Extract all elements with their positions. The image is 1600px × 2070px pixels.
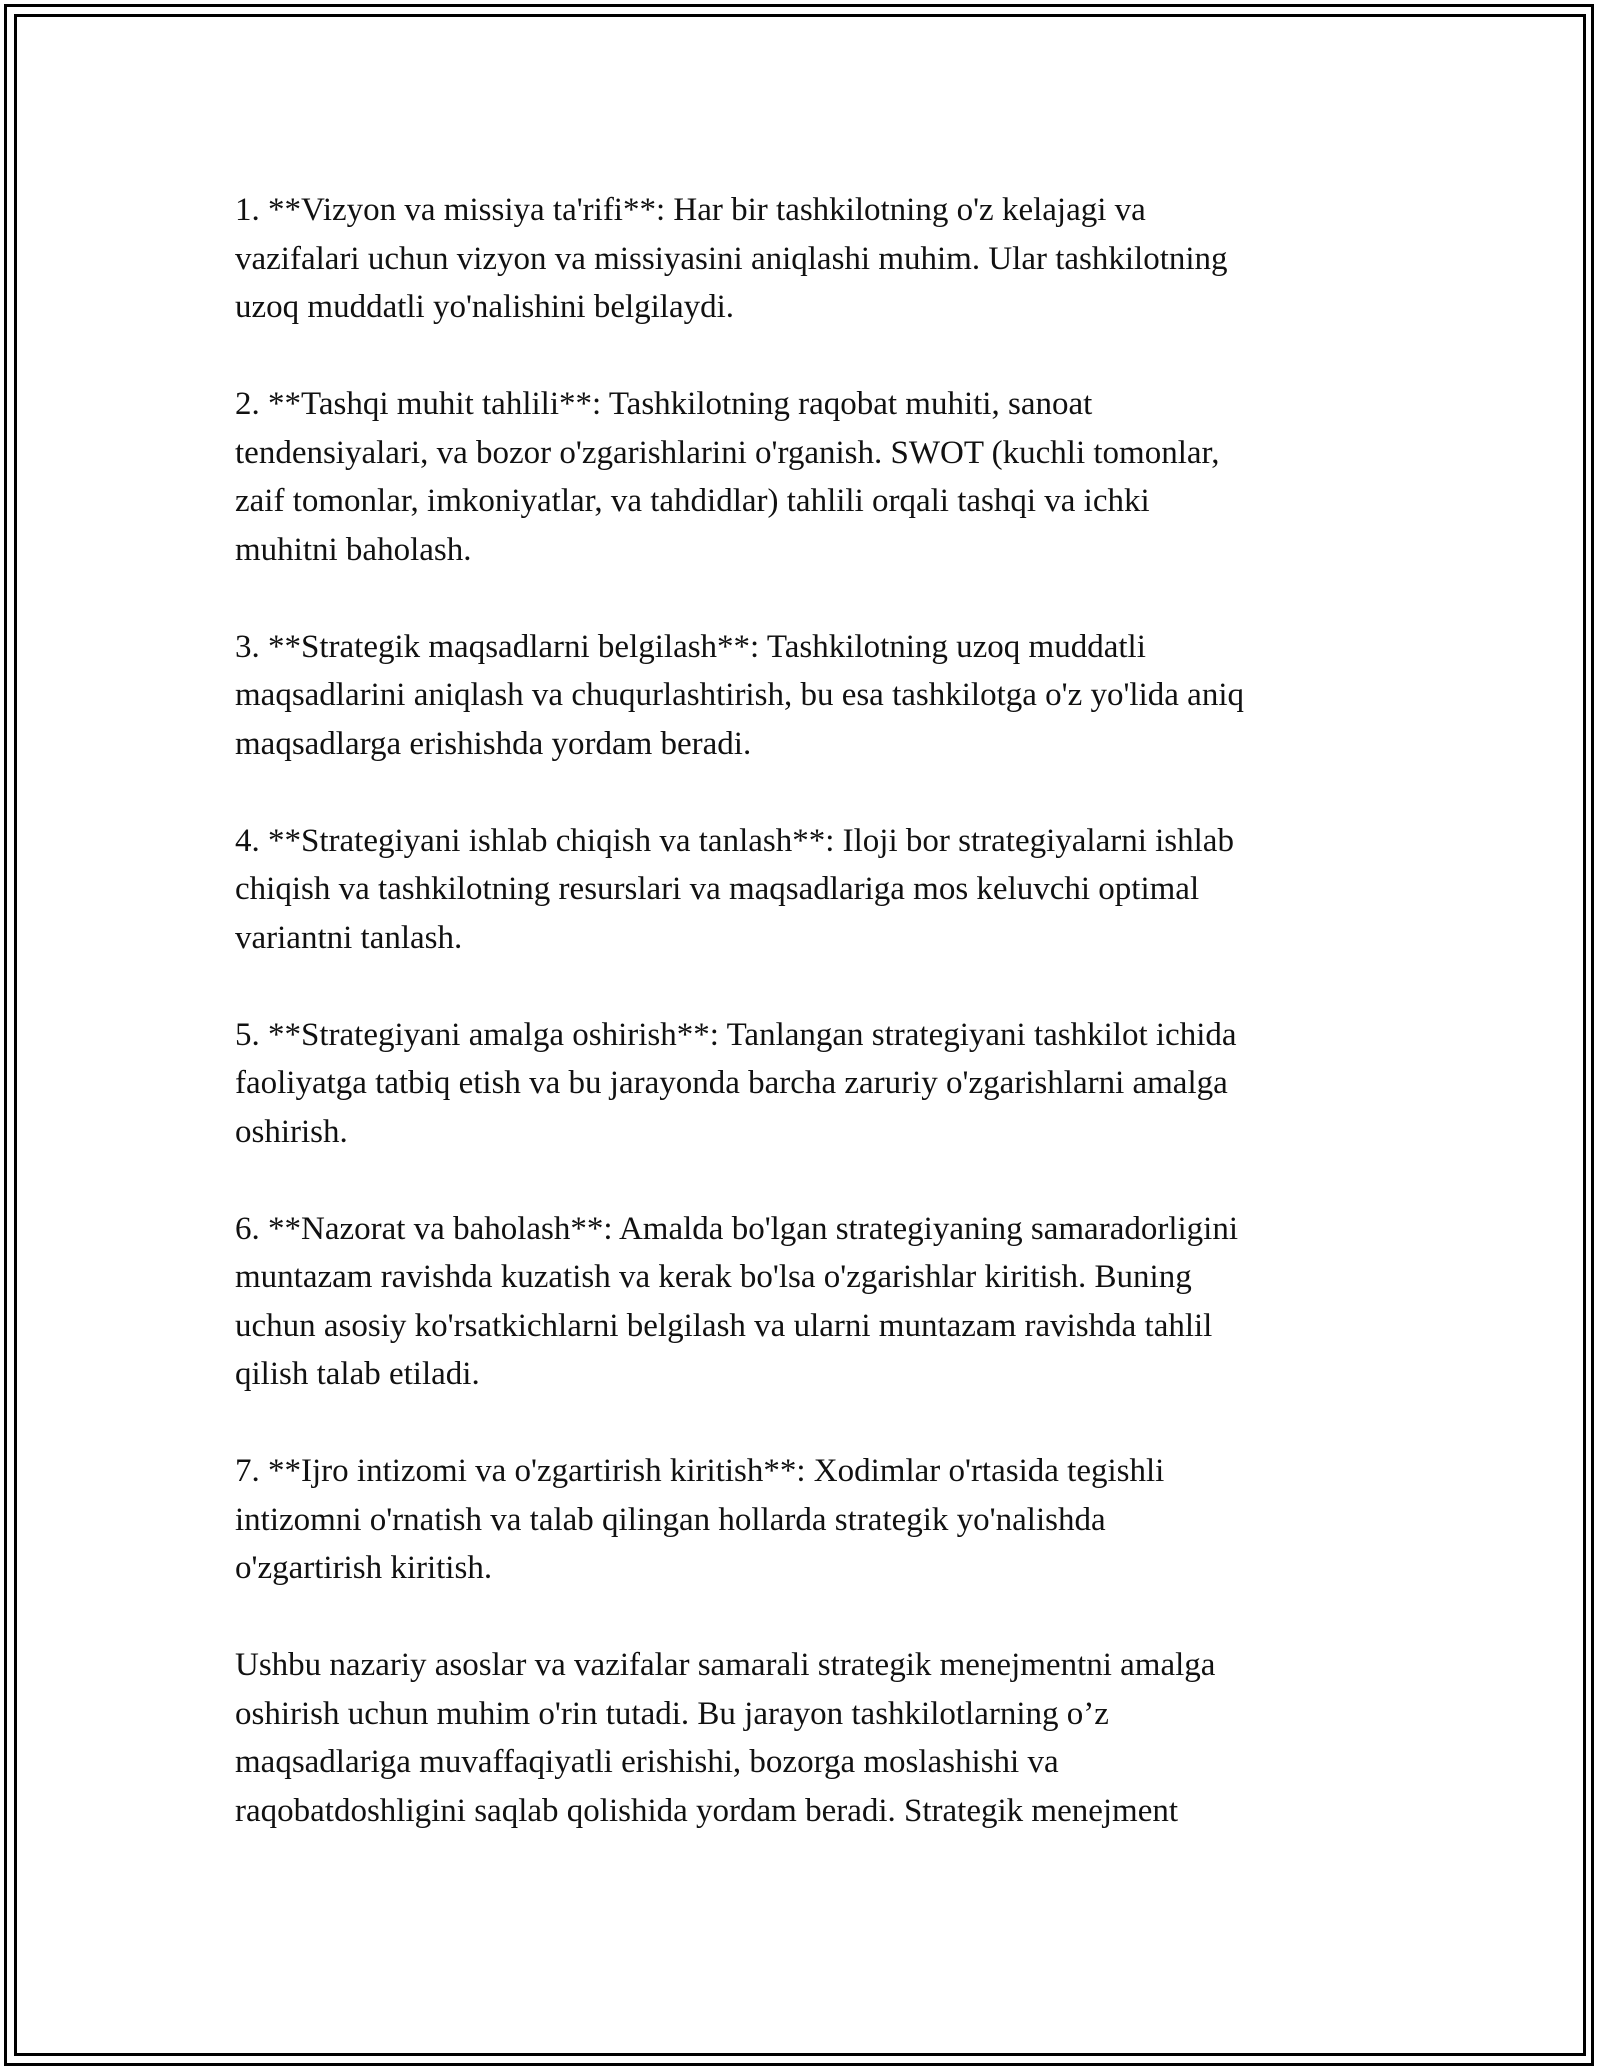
list-item-strategy-implementation: 5. **Strategiyani amalga oshirish**: Tanlangan strategiyani tashkilot ichida faoliyatga tatbiq etish va bu jarayonda barcha zaruriy o'zgarishlarni amalga oshirish. [235,1016,1237,1150]
list-item-discipline-changes: 7. **Ijro intizomi va o'zgartirish kiritish**: Xodimlar o'rtasida tegishli intizomni o'rnatish va talab qilingan hollarda strategik yo'nalishda o'zgartirish kiritish. [235,1453,1165,1586]
document-body [235,186,1365,1884]
list-item-external-analysis: 2. **Tashqi muhit tahlili**: Tashkilotning raqobat muhiti, sanoat tendensiyalari, va bozor o'zgarishlarini o'rganish. SWOT (kuchli tomonlar, zaif tomonlar, imkoniyatlar, va tahdidlar) tahlili orqali tashqi va ichki muhitni baholash. [235,386,1220,568]
list-item-control-evaluation: 6. **Nazorat va baholash**: Amalda bo'lgan strategiyaning samaradorligini muntazam ravishda kuzatish va kerak bo'lsa o'zgarishlar kiritish. Buning uchun asosiy ko'rsatkichlarni belgilash va ularni muntazam ravishda tahlil qilish talab etiladi. [235,1210,1239,1392]
list-item-strategy-development: 4. **Strategiyani ishlab chiqish va tanlash**: Iloji bor strategiyalarni ishlab chiqish va tashkilotning resurslari va maqsadlariga mos keluvchi optimal variantni tanlash. [235,822,1234,956]
list-item-strategic-goals: 3. **Strategik maqsadlarni belgilash**: Tashkilotning uzoq muddatli maqsadlarini aniqlash va chuqurlashtirish, bu esa tashkilotga o'z yo'lida aniq maqsadlarga erishishda yordam beradi. [235,628,1244,762]
list-item-vision-mission: 1. **Vizyon va missiya ta'rifi**: Har bir tashkilotning o'z kelajagi va vazifalari uchun vizyon va missiyasini aniqlashi muhim. Ular tashkilotning uzoq muddatli yo'nalishini belgilaydi. [235,192,1228,325]
summary-paragraph: Ushbu nazariy asoslar va vazifalar samarali strategik menejmentni amalga oshirish uchun muhim o'rin tutadi. Bu jarayon tashkilotlarning o’z maqsadlariga muvaffaqiyatli erishishi, bozorga moslashishi va raqobatdoshligini saqlab qolishida yordam beradi. Strategik menejment [235,1647,1216,1829]
